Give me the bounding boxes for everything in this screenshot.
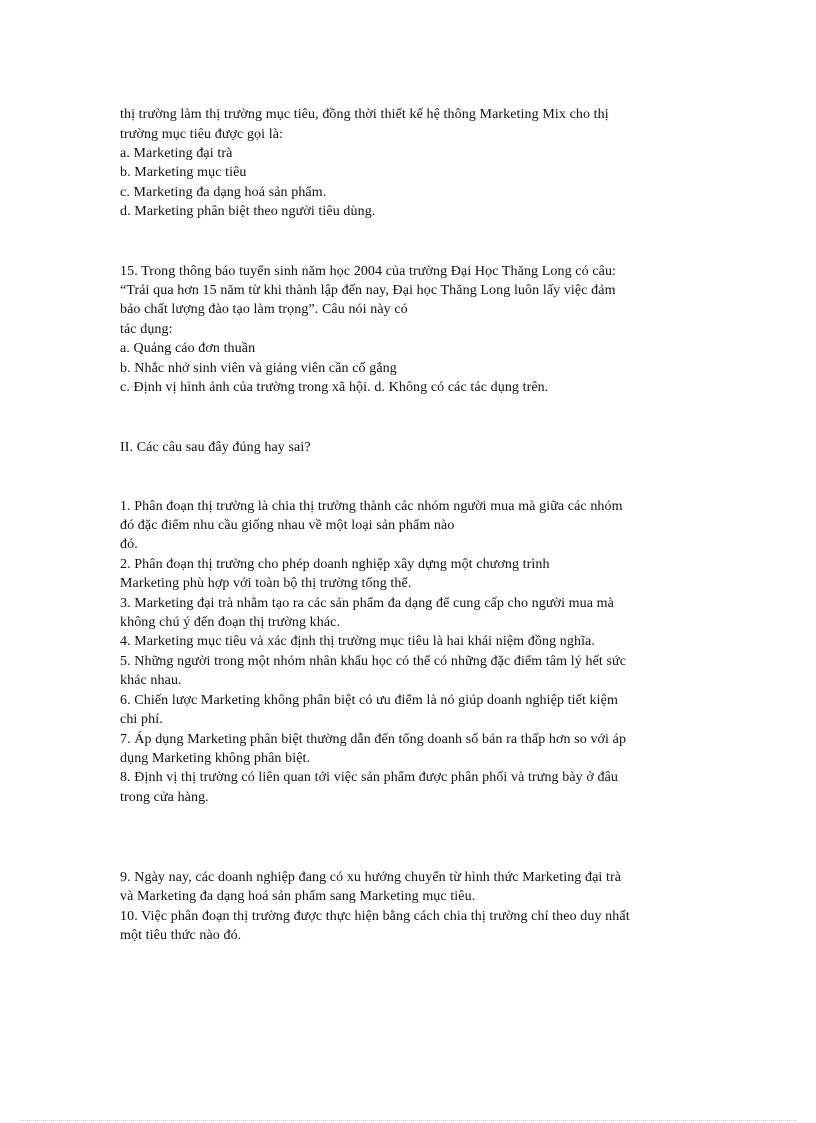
statement-9-line: 9. Ngày nay, các doanh nghiệp đang có xu hướng chuyển từ hình thức Marketing đại trà bbox=[120, 870, 622, 885]
answer-option-c-d: c. Định vị hình ảnh của trường trong xã hội. d. Không có các tác dụng trên. bbox=[120, 380, 549, 395]
statement-9-line: và Marketing đa dạng hoá sản phẩm sang Marketing mục tiêu. bbox=[120, 889, 476, 904]
question-15-text-line: bảo chất lượng đào tạo làm trọng”. Câu nói này có bbox=[120, 302, 408, 317]
question-text-line: thị trường làm thị trường mục tiêu, đồng thời thiết kế hệ thông Marketing Mix cho thị bbox=[120, 107, 609, 122]
statement-7-line: dụng Marketing không phân biệt. bbox=[120, 751, 311, 766]
question-15-text-line: tác dụng: bbox=[120, 322, 173, 337]
answer-option-b: b. Nhắc nhở sinh viên và giảng viên cần cố gắng bbox=[120, 361, 397, 376]
statement-5-line: khác nhau. bbox=[120, 673, 182, 688]
answer-option-a: a. Marketing đại trà bbox=[120, 146, 233, 161]
statement-8-line: trong cửa hàng. bbox=[120, 790, 209, 805]
statement-2-line: 2. Phân đoạn thị trường cho phép doanh nghiệp xây dựng một chương trình bbox=[120, 557, 550, 572]
question-15-text-line: “Trải qua hơn 15 năm từ khi thành lập đến nay, Đại học Thăng Long luôn lấy việc đảm bbox=[120, 283, 616, 298]
question-text-line: trường mục tiêu được gọi là: bbox=[120, 127, 284, 142]
statement-10-line: một tiêu thức nào đó. bbox=[120, 928, 242, 943]
statement-1-line: đó đặc điểm nhu cầu giống nhau về một loại sản phẩm nào bbox=[120, 518, 455, 533]
statement-3-line: không chú ý đến đoạn thị trường khác. bbox=[120, 615, 341, 630]
page-bottom-divider bbox=[20, 1120, 796, 1121]
answer-option-c: c. Marketing đa dạng hoá sản phẩm. bbox=[120, 185, 327, 200]
statement-6-line: chi phí. bbox=[120, 712, 163, 727]
answer-option-b: b. Marketing mục tiêu bbox=[120, 165, 247, 180]
answer-option-d: d. Marketing phân biệt theo người tiêu dùng. bbox=[120, 204, 376, 219]
statement-1-line: 1. Phân đoạn thị trường là chia thị trường thành các nhóm người mua mà giữa các nhóm bbox=[120, 499, 623, 514]
statement-5-line: 5. Những người trong một nhóm nhân khẩu học có thể có những đặc điểm tâm lý hết sức bbox=[120, 654, 627, 669]
statement-7-line: 7. Áp dụng Marketing phân biệt thường dẫn đến tổng doanh số bán ra thấp hơn so với áp bbox=[120, 732, 627, 747]
statement-10-line: 10. Việc phân đoạn thị trường được thực hiện bằng cách chia thị trường chỉ theo duy nhất bbox=[120, 909, 630, 924]
statement-6-line: 6. Chiến lược Marketing không phân biệt có ưu điểm là nó giúp doanh nghiệp tiết kiệm bbox=[120, 693, 618, 708]
statement-8-line: 8. Định vị thị trường có liên quan tới việc sản phẩm được phân phối và trưng bày ở đâu bbox=[120, 770, 618, 785]
statement-2-line: Marketing phù hợp với toàn bộ thị trường tổng thể. bbox=[120, 576, 412, 591]
statement-3-line: 3. Marketing đại trà nhằm tạo ra các sản phẩm đa dạng để cung cấp cho người mua mà bbox=[120, 596, 614, 611]
statement-4-line: 4. Marketing mục tiêu và xác định thị trường mục tiêu là hai khái niệm đồng nghĩa. bbox=[120, 634, 595, 649]
section-heading: II. Các câu sau đây đúng hay sai? bbox=[120, 440, 311, 455]
answer-option-a: a. Quảng cáo đơn thuần bbox=[120, 341, 256, 356]
question-15-text-line: 15. Trong thông báo tuyển sinh năm học 2004 của trường Đại Học Thăng Long có câu: bbox=[120, 264, 617, 279]
statement-1-line: đó. bbox=[120, 537, 138, 552]
